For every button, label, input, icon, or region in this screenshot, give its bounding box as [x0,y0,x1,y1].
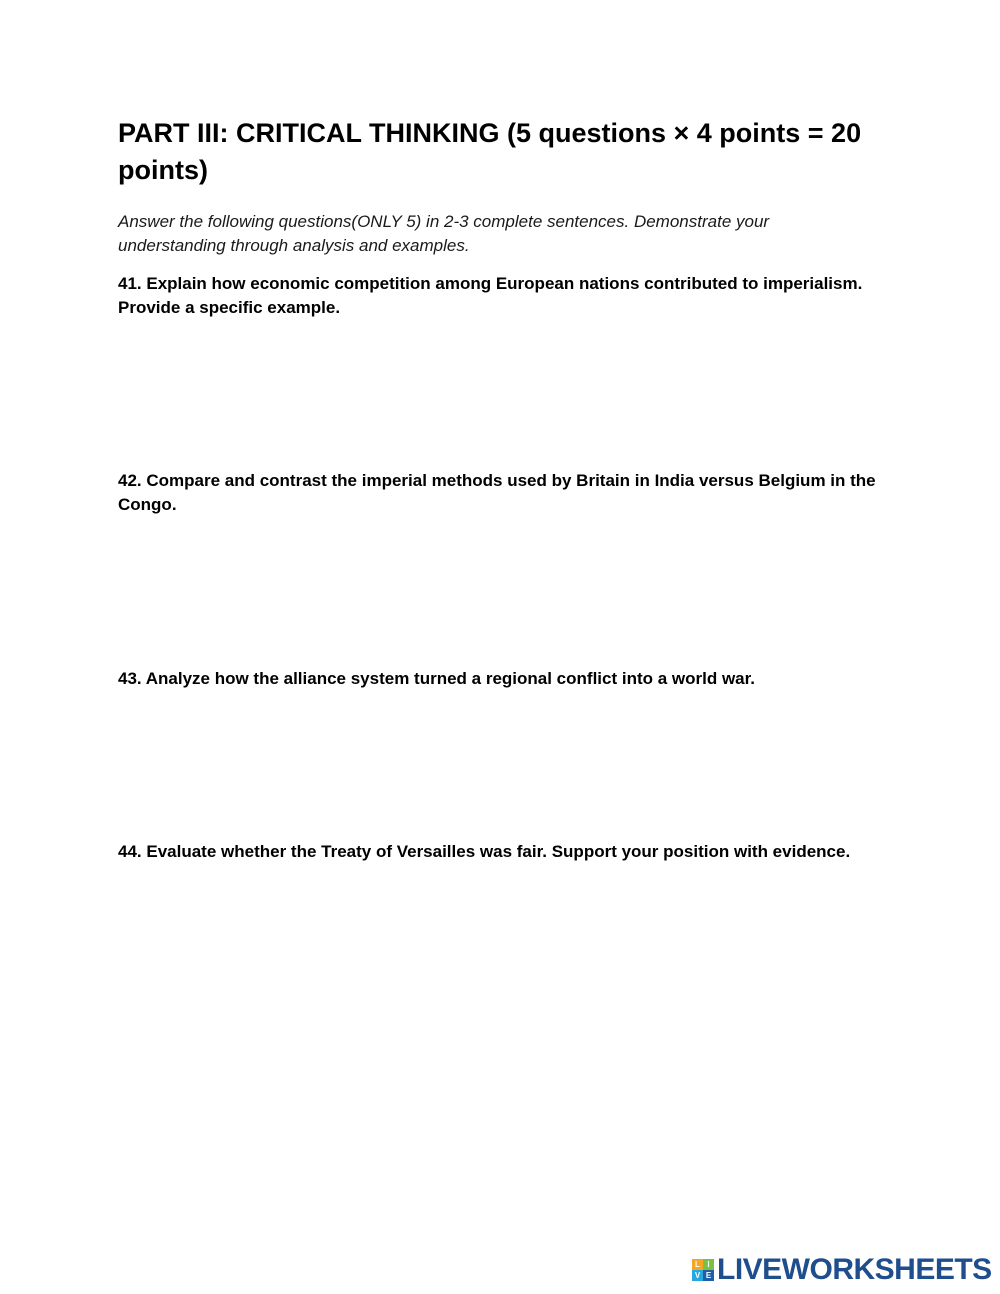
answer-area-44[interactable] [118,893,878,1193]
question-42: 42. Compare and contrast the imperial methods used by Britain in India versus Belgium in the Congo. [118,471,876,514]
liveworksheets-icon [692,1259,714,1281]
logo-letter-i: I [703,1259,714,1270]
liveworksheets-logo [692,1255,992,1285]
question-41: 41. Explain how economic competition among European nations contributed to imperialism. Provide a specific example. [118,274,863,317]
answer-area-41[interactable] [118,325,878,455]
section-title: PART III: CRITICAL THINKING (5 questions × 4 points = 20 points) [118,118,862,185]
logo-letter-e: E [703,1270,714,1281]
section-instructions: Answer the following questions(ONLY 5) in 2-3 complete sentences. Demonstrate your understanding through analysis and examples. [118,212,770,255]
question-44: 44. Evaluate whether the Treaty of Versailles was fair. Support your position with evidence. [118,842,851,861]
question-43: 43. Analyze how the alliance system turned a regional conflict into a world war. [118,669,756,688]
brand-name: LIVEWORKSHEETS [717,1253,992,1286]
answer-area-42[interactable] [118,522,878,652]
answer-area-43[interactable] [118,698,878,823]
logo-letter-v: V [692,1270,703,1281]
logo-letter-l: L [692,1259,703,1270]
